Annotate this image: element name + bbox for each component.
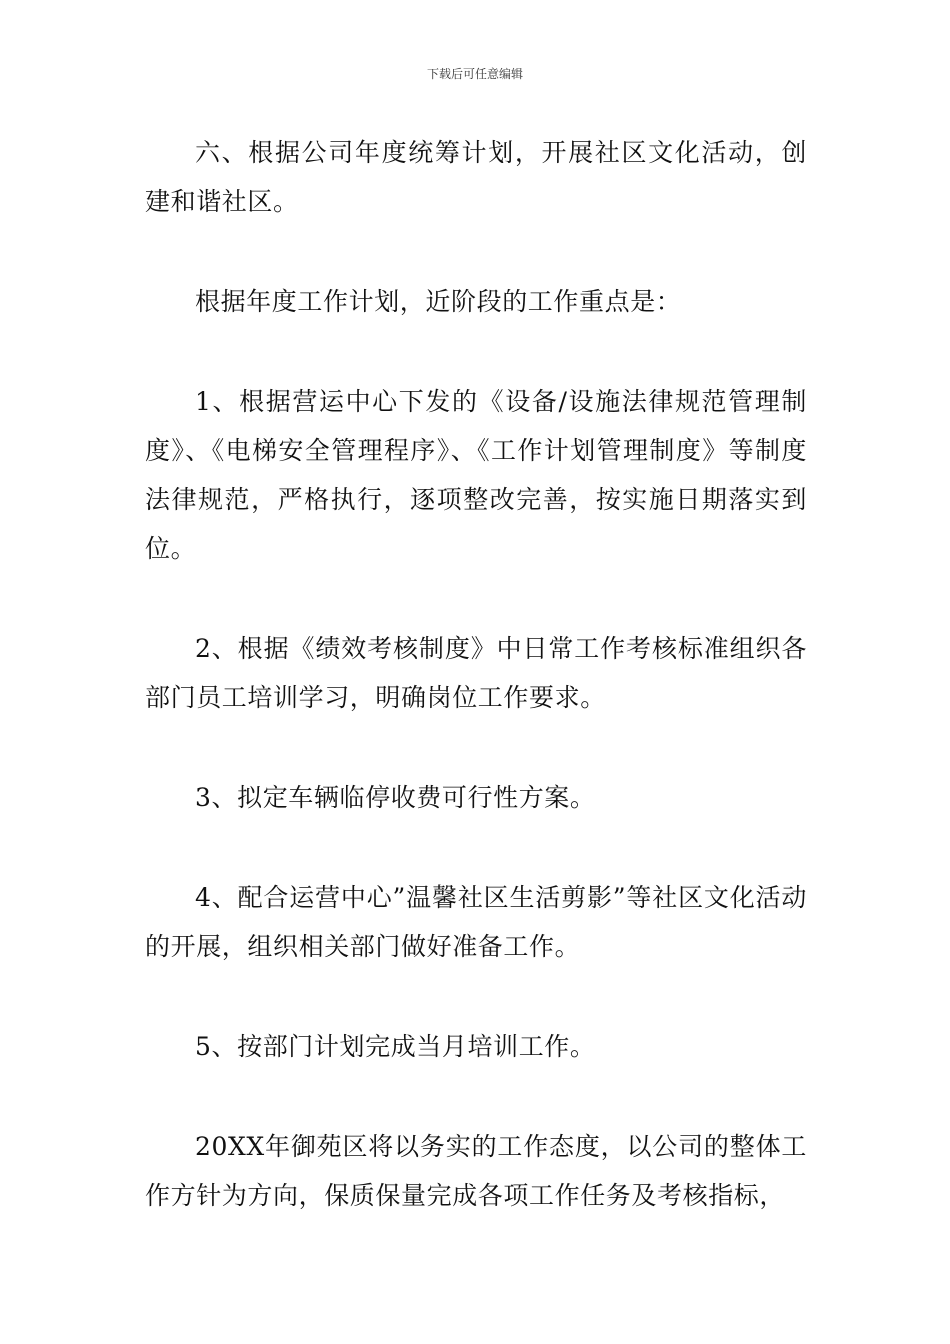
paragraph-item-4: 4、配合运营中心”温馨社区生活剪影”等社区文化活动的开展，组织相关部门做好准备工作。: [145, 883, 807, 961]
paragraph-item-5: 5、按部门计划完成当月培训工作。: [195, 1032, 596, 1061]
paragraph-item-1: 1、根据营运中心下发的《设备/设施法律规范管理制度》、《电梯安全管理程序》、《工作计划管理制度》等制度法律规范，严格执行，逐项整改完善，按实施日期落实到位。: [145, 387, 807, 563]
paragraph-item-2: 2、根据《绩效考核制度》中日常工作考核标准组织各部门员工培训学习，明确岗位工作要求。: [145, 634, 807, 712]
paragraph-work-focus-intro: 根据年度工作计划，近阶段的工作重点是：: [195, 287, 682, 316]
page-header: 下载后可任意编辑: [426, 67, 523, 81]
paragraph-community-culture: 六、根据公司年度统筹计划，开展社区文化活动，创建和谐社区。: [145, 138, 807, 216]
paragraph-item-3: 3、拟定车辆临停收费可行性方案。: [195, 783, 596, 812]
document-body: [145, 128, 807, 1271]
paragraph-annual-outlook: 20XX年御苑区将以务实的工作态度，以公司的整体工作方针为方向，保质保量完成各项工作任务及考核指标，: [145, 1132, 807, 1210]
